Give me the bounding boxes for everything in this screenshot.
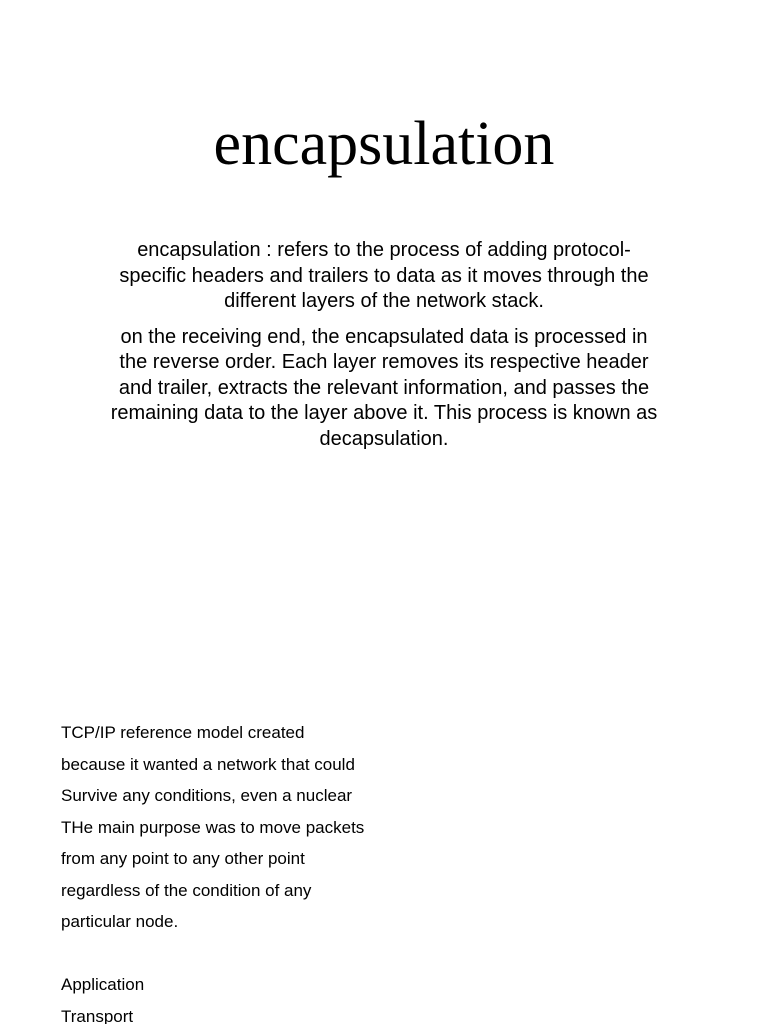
notes-section <box>61 717 461 1024</box>
notes-line: TCP/IP reference model created <box>61 723 305 742</box>
decapsulation-paragraph: on the receiving end, the encapsulated data is processed in the reverse order. Each layer removes its respective header and trailer, extracts the relevant information, and passes the remaining data to the layer above it. This process is known as decapsulation. <box>110 325 658 450</box>
notes-line: particular node. <box>61 912 179 931</box>
notes-line: THe main purpose was to move packets <box>61 817 365 837</box>
slide-title: encapsulation <box>213 110 555 178</box>
definition-paragraph: encapsulation : refers to the process of adding protocol-specific headers and trailers to data as it moves through the different layers of the network stack. <box>119 239 649 312</box>
notes-line: regardless of the condition of any <box>61 880 312 900</box>
notes-line: Survive any conditions, even a nuclear <box>61 786 353 805</box>
slide-body <box>110 238 658 462</box>
layer-item-application: Application <box>61 975 145 994</box>
notes-line: because it wanted a network that could <box>61 754 355 774</box>
layer-item-transport: Transport <box>61 1006 134 1024</box>
notes-line: from any point to any other point <box>61 849 305 868</box>
notes-spacer <box>61 938 461 970</box>
